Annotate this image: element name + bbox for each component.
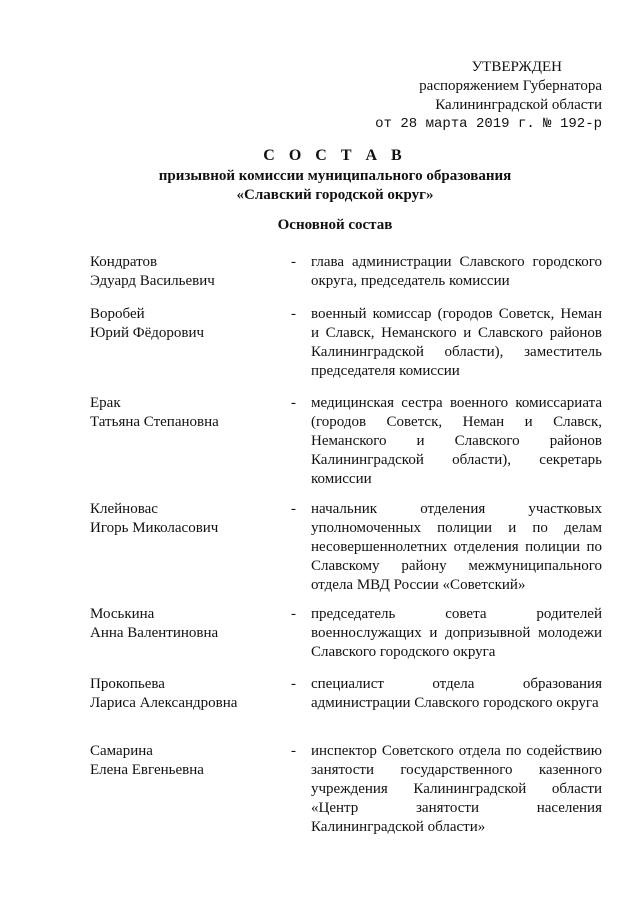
member-role: глава администрации Славского городского округа, председатель комиссии <box>311 254 602 289</box>
member-name <box>90 253 280 291</box>
member-given-name: Татьяна Степановна <box>90 414 219 430</box>
member-dash: - <box>291 743 296 759</box>
member-surname: Ерак <box>90 395 121 411</box>
member-role: медицинская сестра военного комиссариата (городов Советск, Неман и Славск, Неманского и Славского районов Калининградской области), секретарь комиссии <box>311 395 602 487</box>
member-given-name: Елена Евгеньевна <box>90 762 204 778</box>
member-given-name: Юрий Фёдорович <box>90 325 205 341</box>
member-dash: - <box>291 306 296 322</box>
member-role: начальник отделения участковых уполномоченных полиции и по делам несовершеннолетних отделения полиции по Славскому району межмуниципального отдела МВД России «Советский» <box>311 501 602 593</box>
member-name <box>90 742 280 780</box>
member-dash: - <box>291 676 296 692</box>
member-role: военный комиссар (городов Советск, Неман и Славск, Неманского и Славского районов Калининградской области), заместитель председателя комиссии <box>311 306 602 379</box>
approved-label: УТВЕРЖДЕН <box>471 59 562 75</box>
member-given-name: Лариса Александровна <box>90 695 238 711</box>
document-title <box>0 146 640 205</box>
approval-line-2: Калининградской области <box>435 97 602 113</box>
member-role: специалист отдела образования администрации Славского городского округа <box>311 676 602 711</box>
member-name <box>90 500 280 538</box>
member-role: инспектор Советского отдела по содействию занятости государственного казенного учреждения Калининградской области «Центр занятости населения Калининградской области» <box>311 743 602 835</box>
title-line-2: «Славский городской округ» <box>236 187 434 203</box>
member-dash: - <box>291 254 296 270</box>
approval-stamp <box>375 58 602 134</box>
title-line-1: призывной комиссии муниципального образования <box>158 168 512 184</box>
member-given-name: Игорь Миколасович <box>90 520 219 536</box>
member-dash: - <box>291 606 296 622</box>
member-role: председатель совета родителей военнослужащих и допризывной молодежи Славского городского округа <box>311 606 602 660</box>
member-given-name: Анна Валентиновна <box>90 625 219 641</box>
member-name <box>90 675 280 713</box>
member-dash: - <box>291 501 296 517</box>
member-surname: Клейновас <box>90 501 158 517</box>
member-dash: - <box>291 395 296 411</box>
member-surname: Воробей <box>90 306 145 322</box>
member-surname: Прокопьева <box>90 676 165 692</box>
member-name <box>90 305 280 343</box>
section-title: Основной состав <box>277 217 393 233</box>
approval-date: от 28 марта 2019 г. № 192-р <box>375 116 602 132</box>
member-surname: Самарина <box>90 743 153 759</box>
member-given-name: Эдуард Васильевич <box>90 273 215 289</box>
approval-line-1: распоряжением Губернатора <box>419 78 602 94</box>
title-heading: С О С Т А В <box>263 147 407 164</box>
member-name <box>90 605 280 643</box>
member-surname: Моськина <box>90 606 155 622</box>
member-surname: Кондратов <box>90 254 158 270</box>
member-name <box>90 394 280 432</box>
